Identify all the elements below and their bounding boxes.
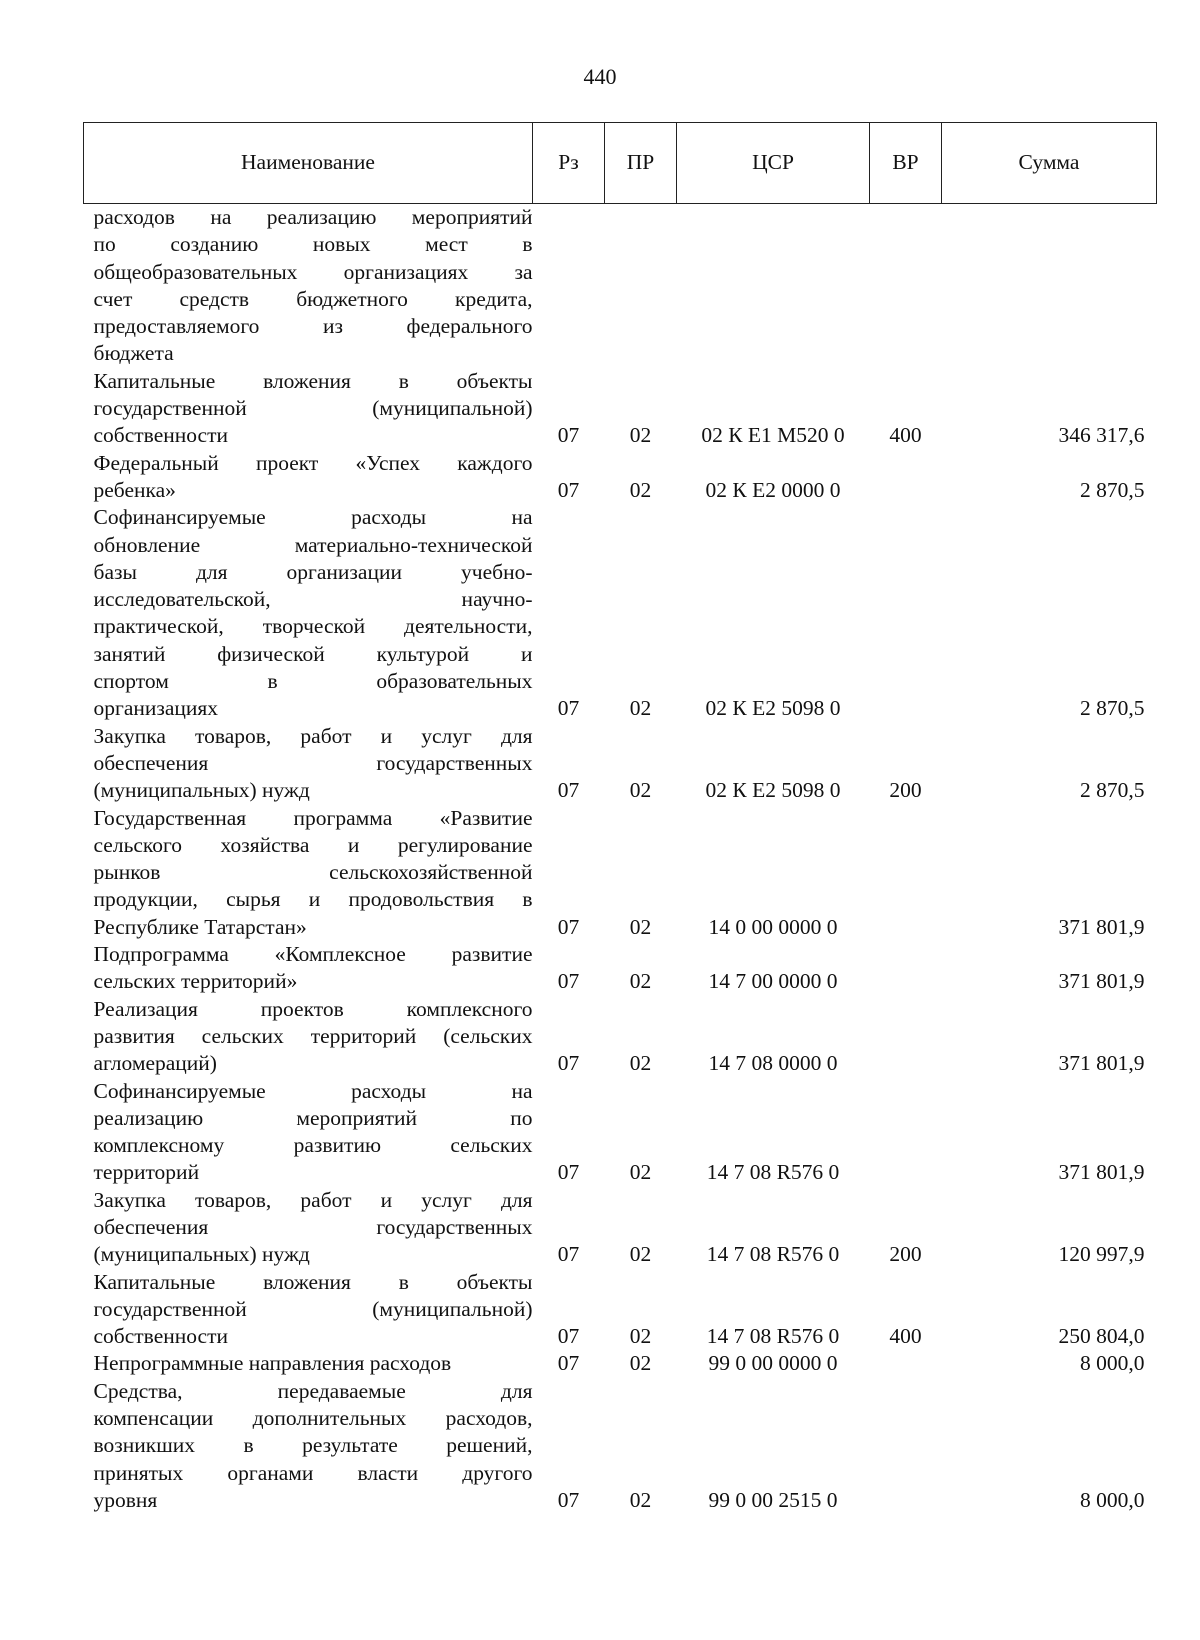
row-name-line: территорий: [93, 1160, 200, 1185]
row-pr: 02: [629, 778, 652, 803]
row-vr: 400: [889, 423, 922, 448]
row-pr: 02: [629, 696, 652, 721]
row-name-line: Реализация проектов комплексного: [93, 996, 533, 1021]
header-name: Наименование: [84, 123, 533, 204]
row-pr: 02: [629, 1160, 652, 1185]
row-name-line: Федеральный проект «Успех каждого: [93, 450, 533, 475]
row-csr: 14 7 08 R576 0: [706, 1160, 840, 1185]
row-name-line: Капитальные вложения в объекты: [93, 368, 533, 393]
row-rz: 07: [557, 1351, 580, 1376]
row-name: [84, 1378, 533, 1514]
row-pr: 02: [629, 1242, 652, 1267]
table-body: [84, 204, 1157, 1515]
row-name-line: собственности: [93, 1324, 228, 1349]
row-pr: 02: [629, 423, 652, 448]
table-header: [84, 123, 1157, 204]
table-row: [84, 1269, 1157, 1351]
row-name-line: реализацию мероприятий по: [93, 1105, 533, 1130]
row-name-line: Софинансируемые расходы на: [93, 1078, 533, 1103]
header-pr: ПР: [605, 123, 677, 204]
row-rz: 07: [557, 1242, 580, 1267]
row-csr: 14 7 08 R576 0: [706, 1324, 840, 1349]
row-name-line: комплексному развитию сельских: [93, 1133, 533, 1158]
row-sum: 2 870,5: [1080, 778, 1145, 803]
row-name-line: общеобразовательных организациях за: [93, 259, 533, 284]
row-name: [84, 723, 533, 805]
table-row: [84, 368, 1157, 450]
row-name-line: предоставляемого из федерального: [93, 314, 533, 339]
row-name-line: занятий физической культурой и: [93, 641, 533, 666]
table-row: [84, 504, 1157, 722]
row-name: [84, 996, 533, 1078]
row-csr: 02 К Е1 М520 0: [701, 423, 845, 448]
table-row: [84, 204, 1157, 368]
row-csr: 14 7 08 R576 0: [706, 1242, 840, 1267]
row-name: [84, 368, 533, 450]
row-pr: 02: [629, 477, 652, 502]
table-row: [84, 941, 1157, 996]
row-pr: [605, 204, 677, 368]
row-name: [84, 504, 533, 722]
table-row: [84, 1350, 1157, 1377]
table-row: [84, 805, 1157, 941]
header-csr: ЦСР: [677, 123, 870, 204]
row-pr: 02: [629, 1351, 652, 1376]
row-vr: [870, 1378, 942, 1514]
row-rz: 07: [557, 914, 580, 939]
row-vr: [870, 504, 942, 722]
row-vr: 200: [889, 778, 922, 803]
row-rz: 07: [557, 423, 580, 448]
row-name: [84, 204, 533, 368]
table-row: [84, 450, 1157, 505]
row-name-line: Средства, передаваемые для: [93, 1378, 533, 1403]
row-csr: 14 7 08 0000 0: [708, 1051, 838, 1076]
row-name-line: спортом в образовательных: [93, 669, 533, 694]
row-name-line: государственной (муниципальной): [93, 396, 533, 421]
table-row: [84, 1378, 1157, 1514]
row-name-line: бюджета: [93, 341, 174, 366]
table-row: [84, 723, 1157, 805]
row-name-line: Непрограммные направления расходов: [93, 1351, 452, 1376]
row-pr: 02: [629, 1324, 652, 1349]
row-sum: 346 317,6: [1058, 423, 1145, 448]
row-name: [84, 1187, 533, 1269]
row-csr: 99 0 00 0000 0: [708, 1351, 838, 1376]
row-name-line: (муниципальных) нужд: [93, 778, 310, 803]
row-name-line: развития сельских территорий (сельских: [93, 1023, 533, 1048]
row-name-line: Софинансируемые расходы на: [93, 505, 533, 530]
row-pr: 02: [629, 1051, 652, 1076]
row-vr: [870, 1078, 942, 1187]
row-sum: 371 801,9: [1058, 969, 1145, 994]
row-name-line: по созданию новых мест в: [93, 232, 533, 257]
row-name-line: организациях: [93, 696, 219, 721]
row-sum: 2 870,5: [1080, 477, 1145, 502]
row-vr: [870, 941, 942, 996]
row-sum: 371 801,9: [1058, 1051, 1145, 1076]
row-csr: 02 К Е2 5098 0: [705, 696, 841, 721]
row-name-line: сельских территорий»: [93, 969, 298, 994]
header-vr: ВР: [870, 123, 942, 204]
table-row: [84, 1078, 1157, 1187]
row-name-line: (муниципальных) нужд: [93, 1242, 310, 1267]
row-name: [84, 1350, 533, 1377]
row-sum: 8 000,0: [1080, 1487, 1145, 1512]
row-name-line: возникших в результате решений,: [93, 1433, 533, 1458]
row-sum: 371 801,9: [1058, 1160, 1145, 1185]
row-name-line: обеспечения государственных: [93, 750, 533, 775]
row-name-line: агломераций): [93, 1051, 217, 1076]
budget-table: [83, 122, 1157, 1514]
row-name-line: Государственная программа «Развитие: [93, 805, 533, 830]
row-name-line: компенсации дополнительных расходов,: [93, 1406, 533, 1431]
row-vr: [870, 450, 942, 505]
row-vr: [870, 996, 942, 1078]
row-name-line: исследовательской, научно-: [93, 587, 533, 612]
row-name: [84, 450, 533, 505]
row-pr: 02: [629, 1487, 652, 1512]
row-sum: 120 997,9: [1058, 1242, 1145, 1267]
row-sum: 2 870,5: [1080, 696, 1145, 721]
row-sum: [942, 204, 1157, 368]
row-name-line: базы для организации учебно-: [93, 559, 533, 584]
table-row: [84, 996, 1157, 1078]
row-rz: 07: [557, 1051, 580, 1076]
row-csr: 14 7 00 0000 0: [708, 969, 838, 994]
row-name-line: обновление материально-технической: [93, 532, 533, 557]
row-vr: [870, 204, 942, 368]
row-name-line: собственности: [93, 423, 228, 448]
row-vr: [870, 1350, 942, 1377]
row-rz: 07: [557, 969, 580, 994]
header-rz: Рз: [533, 123, 605, 204]
row-csr: [677, 204, 870, 368]
row-name-line: практической, творческой деятельности,: [93, 614, 533, 639]
row-name-line: обеспечения государственных: [93, 1214, 533, 1239]
row-sum: 371 801,9: [1058, 914, 1145, 939]
row-name-line: расходов на реализацию мероприятий: [93, 205, 533, 229]
row-name-line: государственной (муниципальной): [93, 1296, 533, 1321]
row-name: [84, 941, 533, 996]
row-name-line: Закупка товаров, работ и услуг для: [93, 723, 533, 748]
row-csr: 99 0 00 2515 0: [708, 1487, 838, 1512]
row-csr: 14 0 00 0000 0: [708, 914, 838, 939]
row-rz: 07: [557, 1324, 580, 1349]
header-row: [84, 123, 1157, 204]
row-name-line: счет средств бюджетного кредита,: [93, 286, 533, 311]
row-name-line: Подпрограмма «Комплексное развитие: [93, 942, 533, 967]
row-name-line: продукции, сырья и продовольствия в: [93, 887, 533, 912]
row-name-line: принятых органами власти другого: [93, 1460, 533, 1485]
row-vr: [870, 805, 942, 941]
row-name-line: ребенка»: [93, 477, 176, 502]
row-rz: 07: [557, 1487, 580, 1512]
row-sum: 250 804,0: [1058, 1324, 1145, 1349]
row-pr: 02: [629, 969, 652, 994]
row-rz: 07: [557, 477, 580, 502]
header-sum: Сумма: [942, 123, 1157, 204]
row-sum: 8 000,0: [1080, 1351, 1145, 1376]
row-vr: 200: [889, 1242, 922, 1267]
row-name-line: Республике Татарстан»: [93, 914, 307, 939]
row-name-line: сельского хозяйства и регулирование: [93, 832, 533, 857]
row-csr: 02 К Е2 0000 0: [705, 477, 841, 502]
row-rz: 07: [557, 696, 580, 721]
row-pr: 02: [629, 914, 652, 939]
row-rz: 07: [557, 778, 580, 803]
row-rz: 07: [557, 1160, 580, 1185]
row-name: [84, 1269, 533, 1351]
row-name: [84, 1078, 533, 1187]
row-name-line: Капитальные вложения в объекты: [93, 1269, 533, 1294]
row-name-line: рынков сельскохозяйственной: [93, 860, 533, 885]
row-rz: [533, 204, 605, 368]
row-csr: 02 К Е2 5098 0: [705, 778, 841, 803]
row-name-line: Закупка товаров, работ и услуг для: [93, 1187, 533, 1212]
row-vr: 400: [889, 1324, 922, 1349]
row-name: [84, 805, 533, 941]
table-row: [84, 1187, 1157, 1269]
page-number: 440: [583, 64, 617, 89]
row-name-line: уровня: [93, 1487, 158, 1512]
